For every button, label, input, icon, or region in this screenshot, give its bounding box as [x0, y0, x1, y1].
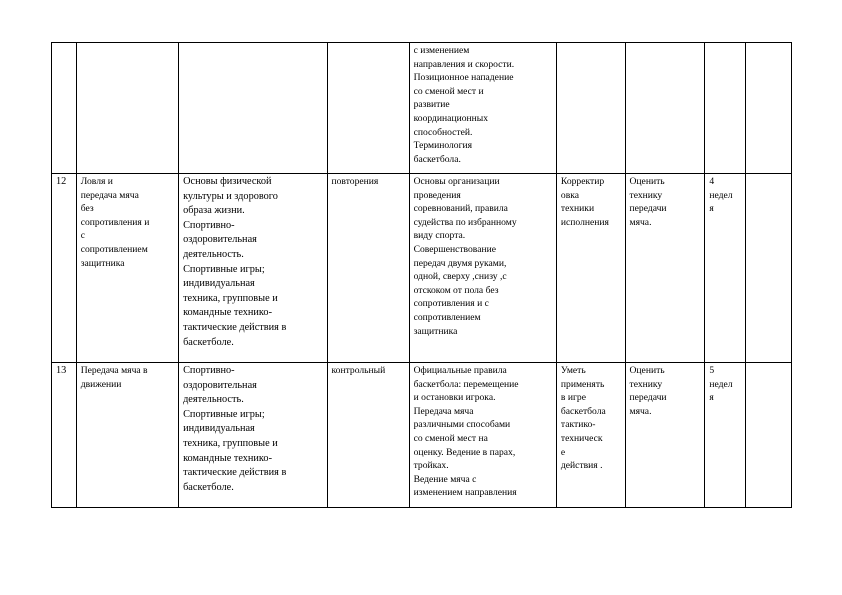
date-fact-cell: [745, 43, 791, 174]
table-row: [52, 43, 792, 174]
date-plan-cell: 4 недел я: [705, 174, 745, 363]
requirements-cell: [556, 43, 625, 174]
lesson-elements-cell: Основы организации проведения соревнований, правила судейства по избранному виду спорта. Совершенствование передач двумя руками, одной, сверху ,снизу ,с отскоком от пола без сопротивления и с сопротивлением защитника: [409, 174, 556, 363]
lesson-type-cell: контрольный: [327, 363, 409, 508]
table-row: [52, 363, 792, 508]
lesson-type-cell: повторения: [327, 174, 409, 363]
lesson-content-cell: Основы физической культуры и здорового образа жизни. Спортивно- оздоровительная деятельность. Спортивные игры; индивидуальная техника, групповые и командные технико- тактические действия в баскетболе.: [179, 174, 327, 363]
lesson-number-cell: 13: [52, 363, 77, 508]
requirements-cell: Уметь применять в игре баскетбола тактико- техническ е действия .: [556, 363, 625, 508]
lesson-number-cell: [52, 43, 77, 174]
lesson-elements-cell: Официальные правила баскетбола: перемещение и остановки игрока. Передача мяча различными способами со сменой мест на оценку. Ведение в парах, тройках. Ведение мяча с изменением направления: [409, 363, 556, 508]
lesson-plan-table: [51, 42, 792, 508]
date-fact-cell: [745, 174, 791, 363]
lesson-content-cell: Спортивно- оздоровительная деятельность. Спортивные игры; индивидуальная техника, групповые и командные технико- тактические действия в баскетболе.: [179, 363, 327, 508]
lesson-topic-cell: Ловля и передача мяча без сопротивления и с сопротивлением защитника: [76, 174, 178, 363]
control-cell: [625, 43, 705, 174]
lesson-elements-cell: с изменением направления и скорости. Позиционное нападение со сменой мест и развитие координационных способностей. Терминология баскетбола.: [409, 43, 556, 174]
lesson-type-cell: [327, 43, 409, 174]
table-row: [52, 174, 792, 363]
lesson-topic-cell: [76, 43, 178, 174]
control-cell: Оценить технику передачи мяча.: [625, 174, 705, 363]
control-cell: Оценить технику передачи мяча.: [625, 363, 705, 508]
date-fact-cell: [745, 363, 791, 508]
date-plan-cell: [705, 43, 745, 174]
lesson-content-cell: [179, 43, 327, 174]
date-plan-cell: 5 недел я: [705, 363, 745, 508]
requirements-cell: Корректир овка техники исполнения: [556, 174, 625, 363]
lesson-number-cell: 12: [52, 174, 77, 363]
lesson-topic-cell: Передача мяча в движении: [76, 363, 178, 508]
